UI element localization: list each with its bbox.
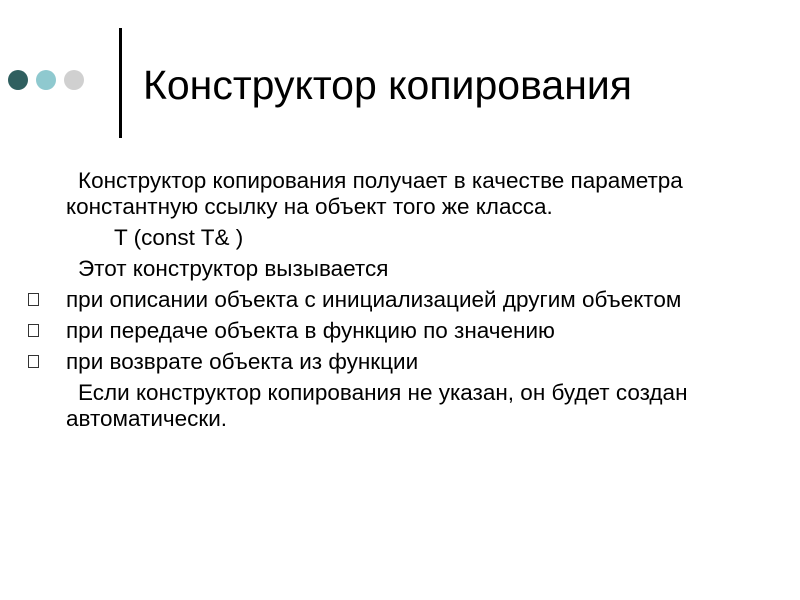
list-item-text: при передаче объекта в функцию по значению [66,318,555,343]
slide-title: Конструктор копирования [143,62,632,108]
paragraph-definition: Конструктор копирования получает в качестве параметра константную ссылку на объект того же класса. [66,168,683,219]
code-signature: T (const T& ) [114,225,244,250]
paragraph-conclusion: Если конструктор копирования не указан, он будет создан автоматически. [66,380,688,431]
title-divider [119,28,122,138]
dot-gray [64,70,84,90]
paragraph-intro: Этот конструктор вызывается [78,256,389,281]
bullet-icon [28,324,39,337]
list-item-text: при возврате объекта из функции [66,349,419,374]
list-item [0,287,746,313]
list-item [0,349,746,375]
list-item [0,318,746,344]
bullet-icon [28,355,39,368]
slide-body [0,168,800,432]
bullet-icon [28,293,39,306]
dot-light-blue [36,70,56,90]
list-item-text: при описании объекта с инициализацией другим объектом [66,287,682,312]
dot-dark [8,70,28,90]
decorative-dots [8,70,84,90]
